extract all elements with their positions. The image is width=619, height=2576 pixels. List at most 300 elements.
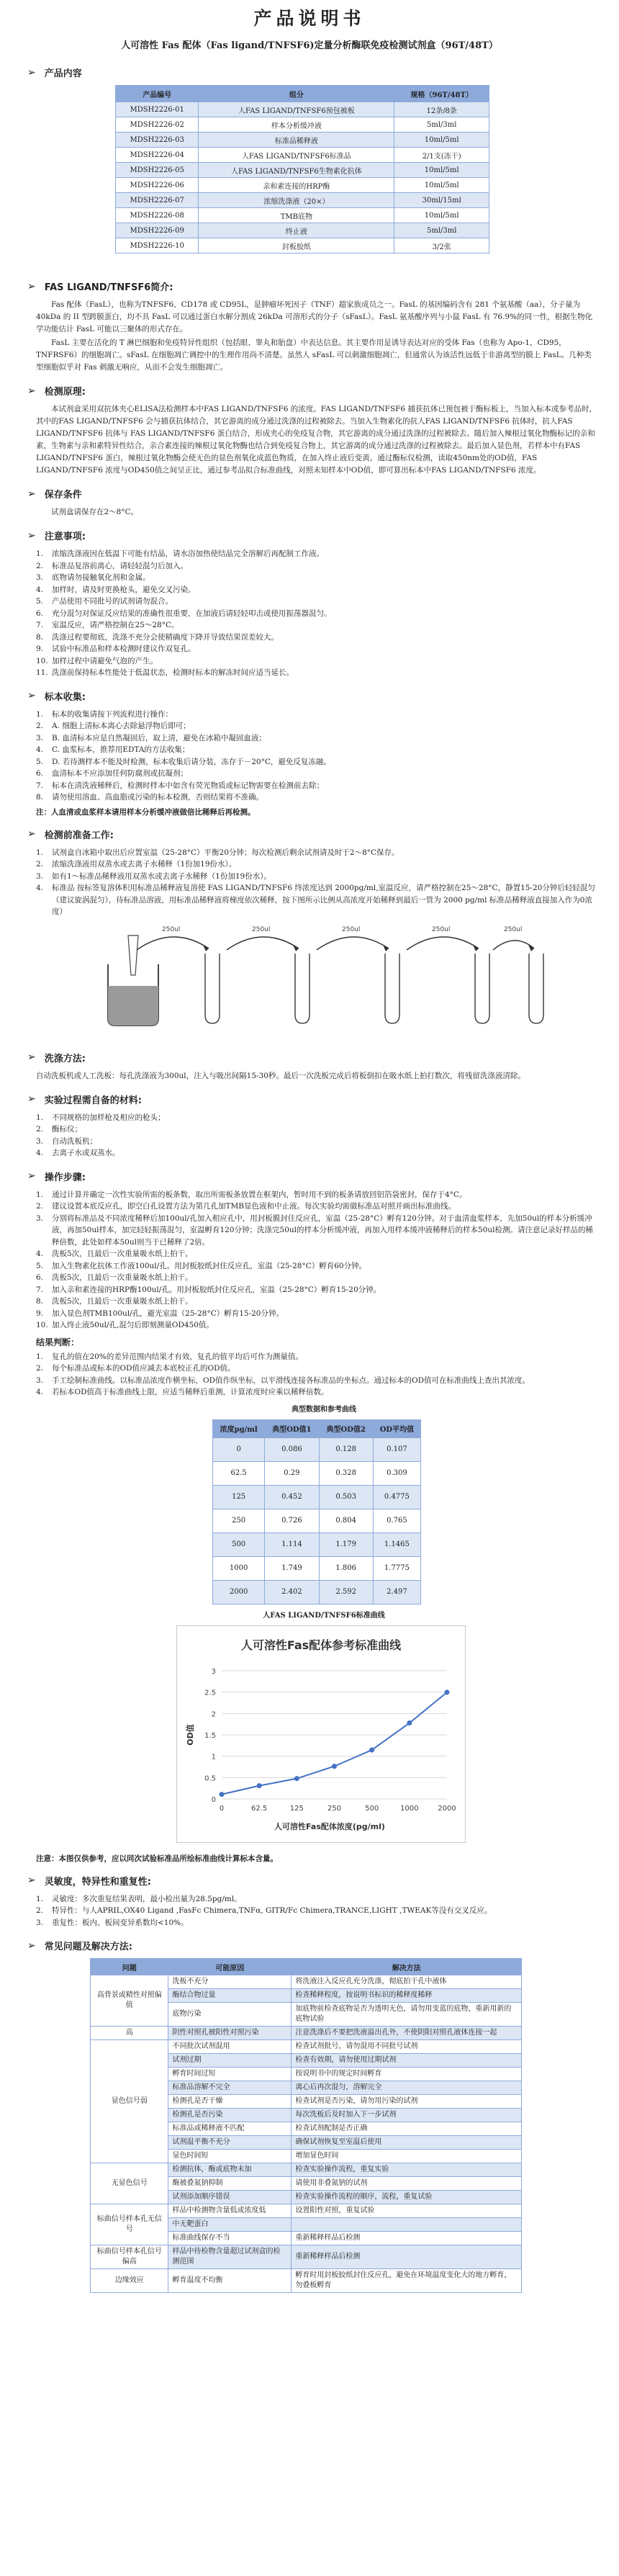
note-item-text: 底物请勿接触氧化剂和金属。: [52, 573, 150, 582]
list-number: 4.: [36, 884, 44, 892]
beaker-icon: [108, 935, 158, 1026]
possible-cause: 不同批次试剂混用: [168, 2040, 292, 2054]
sample-item-text: 标本的收集请按下列流程进行操作：: [52, 709, 173, 719]
procedure-list: [36, 1189, 597, 1332]
table-cell: 0.452: [265, 1485, 319, 1509]
list-number: 4.: [36, 1388, 44, 1396]
table-cell: MDSH2226-06: [116, 178, 199, 193]
table-cell: 0.726: [265, 1509, 319, 1532]
intro-paragraph: Fas 配体（FasL），也称为TNFSF6、CD178 或 CD95L，是肿瘤坏死因子（TNF）超家族成员之一。FasL 的基因编码含有 281 个氨基酸（aa），分子量为 40kDa 的 II 型跨膜蛋白，均不具 FasL 可以通过蛋白水解分割成 26kDa 可溶形式的分子（sFasL）。FasL 氨基酸序列与小鼠 FasL 有 76.9%的同一性，根据生物化学功能估计 FasL 可能以三聚体的形式存在。: [36, 300, 593, 333]
procedure-step-text: 洗板5次，且最后一次重量吸水纸上拍干。: [52, 1273, 193, 1282]
table-cell: 1000: [213, 1556, 265, 1580]
procedure-step-text: 通过计算并确定一次性实验所需的板条数，取出所需板条放置在框架内，暂时用不到的板条请放回铝箔袋密封，保存于4°C。: [52, 1190, 467, 1199]
test-tube-icon: [295, 953, 310, 1023]
possible-cause: 试剂温平衡不充分: [168, 2136, 292, 2150]
solution: 增加显色时间: [292, 2150, 522, 2163]
section-heading-contents: ➢ 产品内容: [27, 66, 82, 79]
table-row: [116, 223, 489, 238]
list-number: 2.: [36, 1906, 44, 1915]
note-item: [36, 584, 597, 596]
y-tick-label: 0.5: [204, 1774, 216, 1782]
dilution-item: [36, 882, 597, 918]
list-number: 1.: [36, 1113, 44, 1122]
possible-cause: 试剂添加顺序错误: [168, 2191, 292, 2204]
list-number: 10.: [36, 656, 48, 665]
result-item-text: 若标本OD值高于标准曲线上限，应适当稀释后重测，计算浓度时应乘以稀释倍数。: [52, 1388, 329, 1396]
section-heading-storage: ➢ 保存条件: [27, 488, 82, 501]
arrow-bullet-icon: ➢: [27, 385, 36, 397]
material-item: [36, 1123, 597, 1136]
list-number: 3.: [36, 1375, 44, 1385]
solution: 检查试剂批号，请勿混用不同批号试剂: [292, 2040, 522, 2054]
problem-category: 标曲信号样本孔无信号: [91, 2204, 168, 2245]
note-item: [36, 632, 597, 644]
solution: 检查试剂配制是否正确: [292, 2122, 522, 2136]
table-cell: 1.749: [265, 1556, 319, 1580]
x-tick-label: 125: [289, 1804, 304, 1813]
list-number: 4.: [36, 745, 44, 754]
transfer-arrow: [137, 936, 209, 949]
sensitivity-item-text: 特异性：与人APRIL,OX40 Ligand ,FasFc Chimera,TNFα, GITR/Fc Chimera,TRANCE,LIGHT ,TWEAK等没有交叉反应。: [52, 1906, 492, 1915]
result-item: [36, 1351, 597, 1363]
table-cell: 10ml/5ml: [394, 163, 489, 178]
table-row: [213, 1509, 421, 1532]
list-number: 6.: [36, 609, 44, 618]
sample-item-text: D. 若待测样本不能及时检测，标本收集后请分装，冻存于－20°C，避免反复冻融。: [52, 757, 331, 766]
transfer-arrow: [407, 936, 479, 949]
dilution-item-text: 标准品 按标签复溶体积用标准品稀释液复溶使 FAS LIGAND/TNFSF6 终浓度达到 2000pg/ml,室温反应，请严格控制在25～28°C，静置15-20分钟后轻轻混匀（建议旋涡混匀），待标准品溶液，用标准品稀释液将梯度依次稀释，按下图所示比例从高浓度开始稀释到最后一管为 2000 pg/ml 标准品稀释液直接加入作为0浓度）: [52, 884, 595, 916]
x-tick-label: 2000: [438, 1804, 456, 1813]
table-cell: 样本分析缓冲液: [199, 117, 394, 133]
table-cell: 125: [213, 1485, 265, 1509]
possible-cause: 标准品或稀释液不匹配: [168, 2122, 292, 2136]
transfer-volume-label: 250ul: [162, 925, 181, 933]
list-number: 11.: [36, 668, 48, 677]
note-item: [36, 548, 597, 560]
solution: 检查试剂是否污染，请勿用污染的试剂: [292, 2095, 522, 2109]
table-cell: 30ml/15ml: [394, 193, 489, 208]
table-row: [91, 2204, 522, 2218]
list-number: 1.: [36, 848, 44, 857]
list-number: 2.: [36, 1364, 44, 1373]
table-cell: 12条/8条: [394, 102, 489, 117]
list-number: 1.: [36, 1190, 44, 1199]
x-tick-label: 250: [327, 1804, 342, 1813]
table-header: 浓度pg/ml: [213, 1419, 265, 1437]
table-cell: MDSH2226-09: [116, 223, 199, 238]
table-header: 组分: [199, 86, 394, 102]
note-item: [36, 655, 597, 668]
table-row: [116, 117, 489, 133]
procedure-step: [36, 1248, 597, 1260]
table-header: 典型OD值1: [265, 1419, 319, 1437]
sample-item-text: A. 细胞上清标本离心去除悬浮物后即可；: [52, 722, 191, 730]
note-item-text: 试验中标准品和样本检测时建议作双复孔。: [52, 645, 196, 653]
table-row: [91, 1975, 522, 1989]
test-tube-icon: [529, 953, 543, 1023]
table-row: [213, 1556, 421, 1580]
section-heading-wash: ➢ 洗涤方法:: [27, 1051, 86, 1064]
note-item: [36, 619, 597, 632]
list-number: 7.: [36, 1285, 44, 1294]
std-table-title: 典型数据和参考曲线: [292, 1405, 356, 1414]
possible-cause: 检测抗体，酶或底物未加: [168, 2163, 292, 2177]
data-point: [369, 1747, 374, 1752]
table-cell: 终止液: [199, 223, 394, 238]
possible-cause: 阴性对照孔被阳性对照污染: [168, 2027, 292, 2040]
problem-category: 无显色信号: [91, 2163, 168, 2204]
table-cell: MDSH2226-08: [116, 208, 199, 223]
arrow-bullet-icon: ➢: [27, 1875, 36, 1886]
materials-list: [36, 1112, 597, 1159]
data-point: [407, 1720, 412, 1725]
table-cell: MDSH2226-10: [116, 238, 199, 253]
sample-note: 注：人血清或血浆样本请用样本分析缓冲液做倍比稀释后再检测。: [36, 807, 256, 817]
procedure-step-text: 建议设置本底反应孔，即空白孔设置方法为第几孔加TMB显色液和中止液。每次实验均需做标准品对照并画出标准曲线。: [52, 1202, 456, 1211]
section-heading-materials: ➢ 实验过程需自备的材料:: [27, 1093, 142, 1106]
table-row: [213, 1461, 421, 1485]
document-title: 产品说明书: [253, 8, 366, 29]
procedure-step-text: 加入显色剂TMB100ul/孔，避光室温（25-28°C）孵育15-20分钟。: [52, 1309, 284, 1318]
list-number: 7.: [36, 621, 44, 629]
list-number: 3.: [36, 871, 44, 881]
list-number: 5.: [36, 1261, 44, 1270]
arrow-bullet-icon: ➢: [27, 529, 36, 542]
possible-cause: 孵育时间过短: [168, 2068, 292, 2081]
table-cell: 封板胶纸: [199, 238, 394, 253]
solution: 请使用非叠氮钠的试剂: [292, 2177, 522, 2191]
table-row: [116, 163, 489, 178]
procedure-step-text: 加入生物素化抗体工作液100ul/孔。用封板胶纸封住反应孔，室温（25-28°C）孵育60分钟。: [52, 1261, 367, 1270]
list-number: 10.: [36, 1321, 48, 1329]
table-cell: 0.328: [319, 1461, 373, 1485]
possible-cause: 洗板不充分: [168, 1975, 292, 1989]
document-page: [22, 0, 597, 2293]
chart-note: 注意：本图仅供参考，应以同次试验标准品所绘标准曲线计算标本含量。: [36, 1854, 278, 1863]
possible-cause: 中无靶蛋白: [168, 2218, 292, 2232]
list-number: 1.: [36, 549, 44, 558]
transfer-arrow: [227, 936, 299, 949]
table-row: [91, 2040, 522, 2054]
list-number: 3.: [36, 1918, 44, 1927]
table-cell: MDSH2226-01: [116, 102, 199, 117]
list-number: 8.: [36, 632, 44, 642]
procedure-step-text: 分别将标准品及不同浓度稀释后加100ul/孔加入相应孔中，用封板膜封住反应孔，室温（25-28°C）孵育120分钟。对于血清血浆样本，先加50ul的样本分析缓冲液，再加50ul样本，加完轻轻振荡混匀，室温孵育120分钟；洗涤完50ul的样本分析缓冲液，再加入用样本缓冲液稀释后的样本50ul检测。请注意记录好样品的稀释倍数，此处如样本50ul则当于已稀释了2倍。: [52, 1213, 593, 1247]
transfer-arrow: [317, 936, 389, 949]
sample-item: [36, 709, 597, 721]
table-header: OD平均值: [373, 1419, 420, 1437]
table-cell: 1.7775: [373, 1556, 420, 1580]
table-cell: 10ml/5ml: [394, 208, 489, 223]
list-number: 2.: [36, 561, 44, 570]
table-row: [91, 2163, 522, 2177]
arrow-bullet-icon: ➢: [27, 1939, 36, 1952]
arrow-bullet-icon: ➢: [27, 1093, 36, 1105]
std-curve-caption: 人FAS LIGAND/TNFSF6标准曲线: [263, 1611, 385, 1620]
table-cell: 0.29: [265, 1461, 319, 1485]
transfer-volume-label: 250ul: [252, 925, 271, 933]
note-item: [36, 667, 597, 679]
possible-cause: 孵育温度不均衡: [168, 2269, 292, 2293]
possible-cause: 试剂过期: [168, 2054, 292, 2068]
sample-item: [36, 791, 597, 804]
table-cell: 0.107: [373, 1437, 420, 1461]
list-number: 7.: [36, 781, 44, 790]
table-cell: 2000: [213, 1580, 265, 1604]
table-row: [116, 133, 489, 148]
test-tube-icon: [385, 953, 399, 1023]
dilution-item: [36, 871, 597, 883]
list-number: 2.: [36, 1202, 44, 1211]
x-tick-label: 62.5: [251, 1804, 268, 1813]
problem-category: 边缘效应: [91, 2269, 168, 2293]
table-cell: MDSH2226-07: [116, 193, 199, 208]
sample-item: [36, 780, 597, 792]
solution: 加底物前检查底物是否为透明无色，请勿用变蓝的底物，重新用新的底物试验: [292, 2003, 522, 2027]
x-axis-label: 人可溶性Fas配体浓度(pg/ml): [274, 1821, 385, 1831]
procedure-step: [36, 1272, 597, 1284]
material-item: [36, 1136, 597, 1148]
sensitivity-item: [36, 1905, 597, 1917]
solution: 将洗液注入反应孔充分洗涤，彻底拍干孔中液体: [292, 1975, 522, 1989]
y-tick-label: 2: [211, 1710, 216, 1718]
note-item-text: 标准品复溶前离心，请轻轻混匀后加入。: [52, 561, 188, 570]
table-row: [116, 208, 489, 223]
table-cell: 1.1465: [373, 1532, 420, 1556]
table-cell: 浓缩洗涤液（20×）: [199, 193, 394, 208]
note-item: [36, 572, 597, 584]
data-point: [332, 1764, 337, 1769]
procedure-step-text: 洗板5次，且最后一次重量吸水纸上拍干。: [52, 1297, 193, 1306]
dilution-list: [36, 847, 597, 918]
series-line: [222, 1692, 447, 1794]
solution: 离心后再次混匀，溶解完全: [292, 2081, 522, 2095]
table-header: 问题: [91, 1959, 168, 1975]
procedure-step: [36, 1296, 597, 1308]
note-item-text: 洗涤前保持标本性能处于低温状态，检测时标本的解冻时间应适当延长。: [52, 668, 294, 677]
table-row: [213, 1532, 421, 1556]
table-cell: 1.114: [265, 1532, 319, 1556]
list-number: 1.: [36, 1894, 44, 1903]
solution: 每次洗板后及时加入下一步试剂: [292, 2109, 522, 2122]
table-header: 解决方法: [292, 1959, 522, 1975]
table-cell: 0.765: [373, 1509, 420, 1532]
procedure-step: [36, 1260, 597, 1273]
standard-curve-chart: [176, 1625, 466, 1843]
troubleshooting-table: [90, 1958, 522, 2293]
table-cell: 2.497: [373, 1580, 420, 1604]
table-cell: 2.402: [265, 1580, 319, 1604]
table-cell: 500: [213, 1532, 265, 1556]
sample-item: [36, 744, 597, 756]
section-heading-principle: ➢ 检测原理:: [27, 385, 86, 398]
list-number: 4.: [36, 585, 44, 594]
table-header: 可能原因: [168, 1959, 292, 1975]
table-cell: 0.086: [265, 1437, 319, 1461]
transfer-volume-label: 250ul: [342, 925, 361, 933]
table-row: [91, 2027, 522, 2040]
material-item: [36, 1112, 597, 1124]
table-row: [213, 1437, 421, 1461]
notes-list: [36, 548, 597, 679]
list-number: 1.: [36, 1352, 44, 1361]
list-number: 3.: [36, 1213, 44, 1223]
table-row: [91, 2269, 522, 2293]
dilution-item-text: 如有1～标准品稀释液用双蒸水或去离子水稀释（1份加19份水）。: [52, 871, 271, 881]
x-tick-label: 0: [219, 1804, 225, 1813]
note-item: [36, 560, 597, 573]
solution: 设置阳性对照，重复试验: [292, 2204, 522, 2218]
chart-title: 人可溶性Fas配体参考标准曲线: [240, 1638, 402, 1652]
list-number: 5.: [36, 757, 44, 766]
sample-list: [36, 709, 597, 804]
section-heading-trouble: ➢ 常见问题及解决方法:: [27, 1939, 132, 1952]
sensitivity-item-text: 重复性：板内、板间变异系数均<10%。: [52, 1918, 189, 1927]
procedure-step: [36, 1201, 597, 1213]
table-cell: 10ml/5ml: [394, 133, 489, 148]
material-item-text: 去离子水或双蒸水。: [52, 1149, 120, 1157]
sensitivity-item: [36, 1917, 597, 1929]
sensitivity-item-text: 灵敏度：多次重复结果表明，最小检出量为28.5pg/ml。: [52, 1894, 242, 1903]
list-number: 1.: [36, 709, 44, 719]
list-number: 2.: [36, 722, 44, 730]
transfer-arrow: [493, 940, 534, 949]
arrow-bullet-icon: ➢: [27, 1170, 36, 1182]
intro-paragraph: FasL 主要在活化的 T 淋巴细胞和免疫特异性组织（包括眼、睾丸和胎盘）中表达信息。其主要作用是诱导表达对应的受体 Fas（也称为 Apo-1，CD95，TNFRSF6）的细胞凋亡。sFasL 在细胞凋亡调控中的生理作用尚不清楚。虽然人 sFasL 可以刺激细胞凋亡，但通常认为该活性远低于非游离型的膜上 FasL。几种类型细胞似乎对 Fas 刺激无响应，从而不会发生细胞凋亡。: [36, 338, 592, 372]
arrow-bullet-icon: ➢: [27, 690, 36, 701]
note-item-text: 室温反应，请严格控制在25～28°C。: [52, 621, 179, 629]
possible-cause: 样品中检测物含量低或浓度低: [168, 2204, 292, 2218]
possible-cause: 样品中待检物含量超过试剂盒的检测范围: [168, 2245, 292, 2269]
solution: 检查稀释程度，按说明书标识的稀释度稀释: [292, 1989, 522, 2003]
arrow-bullet-icon: ➢: [27, 828, 36, 840]
sensitivity-item: [36, 1893, 597, 1906]
table-cell: 62.5: [213, 1461, 265, 1485]
sample-item-text: 血清标本不应添加任何防腐剂或抗凝剂；: [52, 769, 188, 778]
list-number: 4.: [36, 1249, 44, 1258]
test-tube-icon: [475, 953, 489, 1023]
table-row: [213, 1580, 421, 1604]
note-item-text: 浓缩洗涤液因在低温下可能有结晶，请水浴加热使结晶完全溶解后再配制工作液。: [52, 549, 324, 558]
sample-item: [36, 732, 597, 745]
section-heading-dilution: ➢ 检测前准备工作:: [27, 828, 114, 841]
section-heading-procedure: ➢ 操作步骤:: [27, 1170, 86, 1183]
table-cell: 250: [213, 1509, 265, 1532]
table-row: [116, 238, 489, 253]
table-cell: 人FAS LIGAND/TNFSF6预包被板: [199, 102, 394, 117]
chart-svg: [177, 1626, 465, 1842]
note-item-text: 加样过程中请避免气泡的产生。: [52, 656, 158, 665]
solution: 注意洗涤后不要把洗液溢出孔外，不使阴阳对照孔液体连接一起: [292, 2027, 522, 2040]
material-item-text: 自动洗板机；: [52, 1136, 97, 1146]
table-cell: 0.804: [319, 1509, 373, 1532]
solution: 重新稀释样品后检测: [292, 2245, 522, 2269]
y-tick-label: 1: [211, 1753, 216, 1762]
data-point: [445, 1689, 450, 1695]
table-cell: MDSH2226-03: [116, 133, 199, 148]
result-item: [36, 1386, 597, 1399]
note-item: [36, 596, 597, 608]
procedure-step: [36, 1319, 597, 1332]
problem-category: 显色信号弱: [91, 2040, 168, 2163]
results-list: [36, 1351, 597, 1399]
table-row: [116, 193, 489, 208]
standard-data-table: [212, 1419, 421, 1605]
table-row: [213, 1485, 421, 1509]
table-cell: MDSH2226-05: [116, 163, 199, 178]
possible-cause: 标准品溶解不完全: [168, 2081, 292, 2095]
list-number: 3.: [36, 733, 44, 742]
data-point: [294, 1776, 299, 1781]
list-number: 8.: [36, 793, 44, 802]
arrow-bullet-icon: ➢: [27, 488, 36, 500]
solution: 按说明书中的规定时间孵育: [292, 2068, 522, 2081]
table-cell: 5ml/3ml: [394, 223, 489, 238]
y-tick-label: 3: [211, 1667, 216, 1676]
list-number: 5.: [36, 597, 44, 606]
table-row: [116, 178, 489, 193]
dilution-item-text: 试剂盒自冰箱中取出后应置室温（25-28°C）平衡20分钟；每次检测后剩余试剂请及时于2～8°C保存。: [52, 848, 399, 857]
solution: 检查实验操作流程的顺序，流程，重复试验: [292, 2191, 522, 2204]
y-tick-label: 1.5: [204, 1731, 216, 1740]
possible-cause: 酶结合物过量: [168, 1989, 292, 2003]
result-item: [36, 1375, 597, 1387]
note-item-text: 洗涤过程要彻底，洗涤不充分会使精确度下降并导致结果误差较大。: [52, 632, 279, 642]
transfer-volume-label: 250ul: [504, 925, 523, 933]
table-row: [116, 148, 489, 163]
table-cell: 0.4775: [373, 1485, 420, 1509]
table-cell: TMB底物: [199, 208, 394, 223]
material-item-text: 不同规格的加样枪及相应的枪头；: [52, 1113, 166, 1122]
possible-cause: 检测孔是否干燥: [168, 2095, 292, 2109]
table-cell: 0.128: [319, 1437, 373, 1461]
list-number: 9.: [36, 645, 44, 653]
arrow-bullet-icon: ➢: [27, 280, 36, 292]
list-number: 6.: [36, 1273, 44, 1282]
x-tick-label: 500: [365, 1804, 379, 1813]
table-cell: MDSH2226-02: [116, 117, 199, 133]
list-number: 3.: [36, 1136, 44, 1146]
y-axis-label: OD值: [186, 1723, 195, 1746]
material-item: [36, 1147, 597, 1159]
table-cell: 10ml/5ml: [394, 178, 489, 193]
table-header: 产品编号: [116, 86, 199, 102]
solution: 重新稀释样品后检测: [292, 2232, 522, 2245]
possible-cause: 底物污染: [168, 2003, 292, 2027]
wash-text: 自动洗板机或人工洗板：每孔洗涤液为300ul，注入与吸出间隔15-30秒。最后一次洗板完成后将板倒扣在吸水纸上拍打数次，将残留洗涤液清除。: [36, 1071, 525, 1080]
note-item: [36, 608, 597, 620]
result-item-text: 手工绘制标准曲线。以标准品浓度作横坐标，OD值作纵坐标，以平滑线连接各标准品的坐标点。通过标本的OD值可在标准曲线上查出其浓度。: [52, 1375, 530, 1385]
result-item-text: 复孔的值在20%的差异范围内结果才有效，复孔的值平均后可作为测量值。: [52, 1352, 303, 1361]
solution: 孵育时用封板胶纸封住反应孔，避免在环境温度变化大的地方孵育，勿叠板孵育: [292, 2269, 522, 2293]
problem-category: 高: [91, 2027, 168, 2040]
section-heading-notes: ➢ 注意事项:: [27, 529, 86, 542]
procedure-step: [36, 1189, 597, 1201]
table-row: [116, 102, 489, 117]
result-item-text: 每个标准品或标本的OD值应减去本底校正孔的OD值。: [52, 1364, 235, 1373]
procedure-step-text: 加入终止液50ul/孔,混匀后即刻测量OD450值。: [52, 1321, 214, 1329]
possible-cause: 检测孔是否污染: [168, 2109, 292, 2122]
serial-dilution-diagram: [94, 921, 554, 1029]
list-number: 2.: [36, 860, 44, 869]
material-item-text: 酶标仪；: [52, 1125, 82, 1134]
result-item: [36, 1363, 597, 1375]
arrow-bullet-icon: ➢: [27, 1051, 36, 1063]
test-tube-icon: [205, 953, 220, 1023]
storage-text: 试剂盒请保存在2～8°C。: [51, 508, 139, 516]
sample-item: [36, 768, 597, 780]
dilution-item: [36, 847, 597, 859]
